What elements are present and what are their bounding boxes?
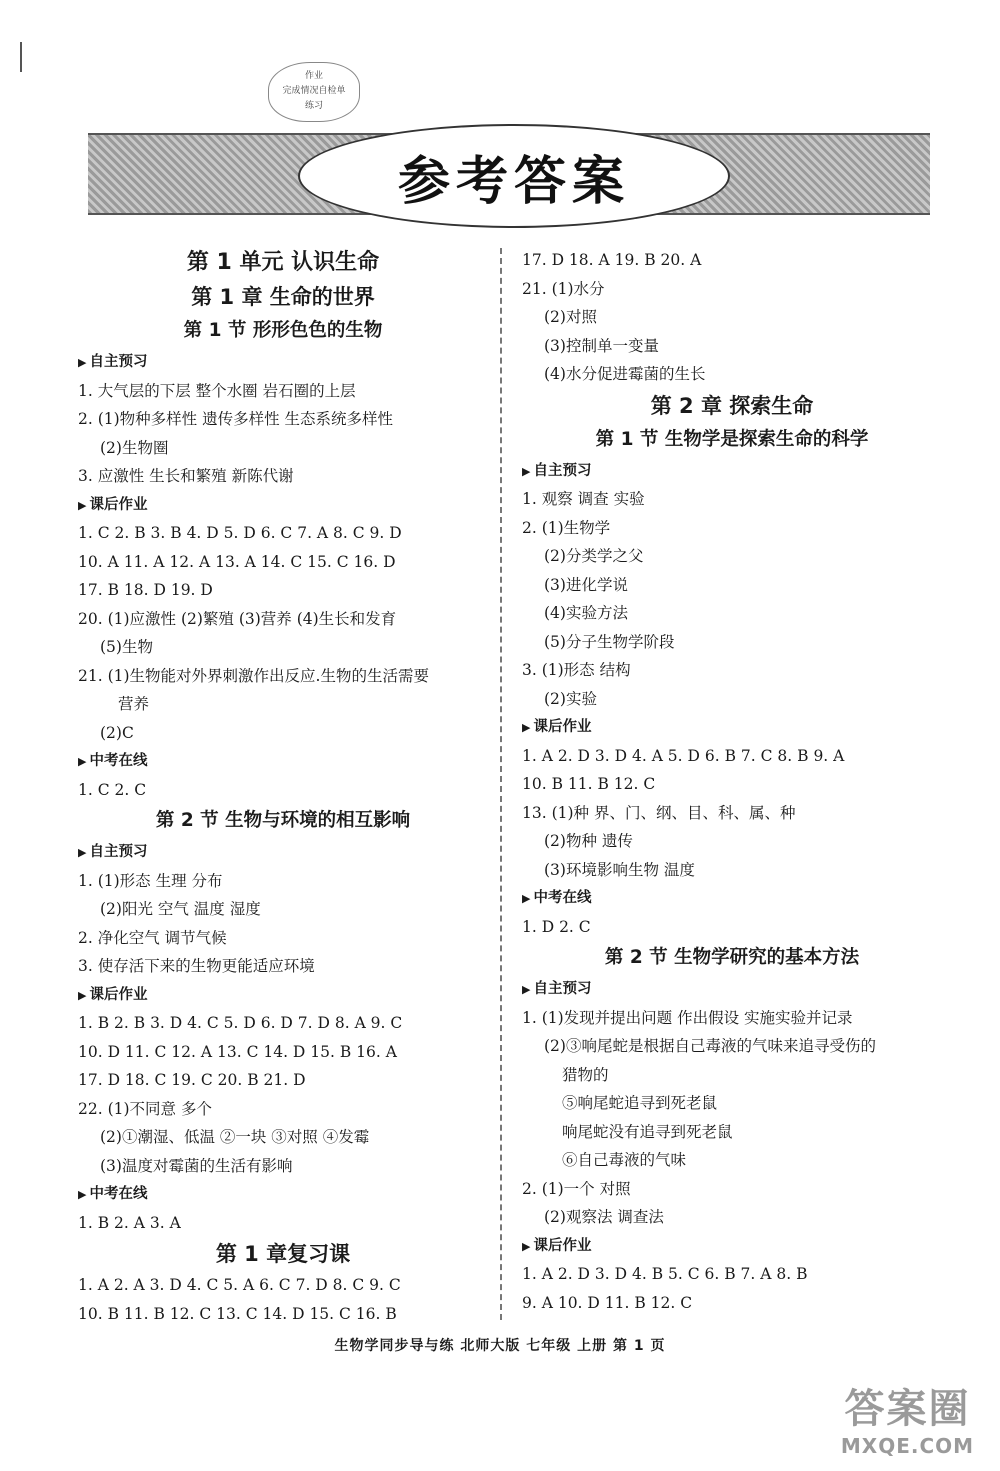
subsection-label: 自主预习 <box>89 844 148 860</box>
triangle-icon: ▶ <box>522 464 531 478</box>
chapter-heading: 第 1 章复习课 <box>215 1242 351 1266</box>
subsection-heading <box>78 981 488 1010</box>
triangle-icon: ▶ <box>522 721 531 734</box>
subsection-label: 课后作业 <box>89 986 148 1003</box>
triangle-icon: ▶ <box>78 846 87 859</box>
subsection-label: 中考在线 <box>89 1186 148 1202</box>
answer-line: (5)分子生物学阶段 <box>544 632 675 651</box>
answer-line: (3)温度对霉菌的生活有影响 <box>100 1156 293 1175</box>
answer-line: 10. B 11. B 12. C 13. C 14. D 15. C 16. B <box>78 1304 397 1323</box>
answer-line: 10. A 11. A 12. A 13. A 14. C 15. C 16. D <box>78 552 396 571</box>
watermark-logo <box>820 1385 995 1465</box>
answer-line: (5)生物 <box>100 638 153 656</box>
answer-line: 17. B 18. D 19. D <box>78 581 213 599</box>
answer-line: 21. (1)生物能对外界刺激作出反应.生物的生活需要 <box>78 666 429 685</box>
section-heading: 第 1 节 形形色色的生物 <box>183 320 383 341</box>
subsection-label: 自主预习 <box>89 354 148 370</box>
right-column <box>522 246 942 1317</box>
answer-line: (2)③响尾蛇是根据自己毒液的气味来追寻受伤的 <box>544 1037 876 1055</box>
chapter-heading: 第 2 章 探索生命 <box>650 393 814 418</box>
subsection-heading <box>78 348 488 377</box>
answer-line: 1. (1)形态 生理 分布 <box>78 871 223 890</box>
subsection-label: 课后作业 <box>533 719 592 735</box>
column-divider <box>500 248 502 1320</box>
subsection-heading <box>522 713 942 742</box>
answer-line: 9. A 10. D 11. B 12. C <box>522 1293 693 1312</box>
section-heading: 第 2 节 生物学研究的基本方法 <box>604 947 860 968</box>
subsection-label: 中考在线 <box>89 753 148 769</box>
subsection-label: 中考在线 <box>533 890 592 906</box>
subsection-heading <box>78 747 488 776</box>
stamp-seal <box>268 62 360 122</box>
answer-line: (2)对照 <box>544 308 597 326</box>
triangle-icon: ▶ <box>78 755 87 768</box>
answer-line: (2)观察法 调查法 <box>544 1208 664 1226</box>
answer-line: 22. (1)不同意 多个 <box>78 1099 212 1118</box>
subsection-label: 自主预习 <box>533 462 592 479</box>
subsection-heading <box>522 1232 942 1261</box>
answer-line: (2)物种 遗传 <box>544 832 633 850</box>
subsection-heading <box>78 838 488 867</box>
page-footer: 生物学同步导与练 北师大版 七年级 上册 第 1 页 <box>334 1338 666 1354</box>
subsection-heading <box>522 457 942 486</box>
answer-line: 17. D 18. A 19. B 20. A <box>522 251 702 269</box>
page-title: 参考答案 <box>298 124 730 228</box>
answer-line: 10. D 11. C 12. A 13. C 14. D 15. B 16. A <box>78 1042 397 1061</box>
answer-line: (4)实验方法 <box>544 604 628 622</box>
answer-line: (4)水分促进霉菌的生长 <box>544 365 706 383</box>
answer-line: ⑥自己毒液的气味 <box>562 1151 687 1169</box>
answer-line: 21. (1)水分 <box>522 279 605 298</box>
answer-line: 3. (1)形态 结构 <box>522 661 631 679</box>
section-heading: 第 1 节 生物学是探索生命的科学 <box>595 428 869 450</box>
unit-heading: 第 1 单元 认识生命 <box>186 250 380 275</box>
answer-line: (2)分类学之父 <box>544 547 644 565</box>
answer-line: (2)阳光 空气 温度 湿度 <box>100 900 261 918</box>
answer-line: 3. 使存活下来的生物更能适应环境 <box>78 957 315 975</box>
chapter-heading: 第 1 章 生命的世界 <box>191 285 375 309</box>
answer-line: 3. 应激性 生长和繁殖 新陈代谢 <box>78 467 294 485</box>
triangle-icon: ▶ <box>78 988 87 1002</box>
answer-line: 2. (1)物种多样性 遗传多样性 生态系统多样性 <box>78 410 394 428</box>
watermark-text: 答案圈 <box>844 1386 971 1432</box>
subsection-heading <box>522 975 942 1004</box>
answer-line: 1. A 2. D 3. D 4. A 5. D 6. B 7. C 8. B 9. A <box>522 746 845 765</box>
answer-line: 1. A 2. D 3. D 4. B 5. C 6. B 7. A 8. B <box>522 1265 808 1283</box>
answer-line: 1. (1)发现并提出问题 作出假设 实施实验并记录 <box>522 1008 853 1027</box>
triangle-icon: ▶ <box>78 498 87 512</box>
answer-line: (2)①潮湿、低温 ②一块 ③对照 ④发霉 <box>100 1128 370 1146</box>
answer-line: (3)环境影响生物 温度 <box>544 860 695 879</box>
answer-line: 营养 <box>118 695 150 713</box>
subsection-label: 课后作业 <box>89 496 148 513</box>
subsection-heading <box>522 884 942 913</box>
stamp-line: 练习 <box>304 101 323 111</box>
triangle-icon: ▶ <box>522 983 531 996</box>
answer-line: 17. D 18. C 19. C 20. B 21. D <box>78 1071 306 1089</box>
answer-line: 1. B 2. B 3. D 4. C 5. D 6. D 7. D 8. A 9. C <box>78 1014 403 1032</box>
answer-line: 1. 大气层的下层 整个水圈 岩石圈的上层 <box>78 381 356 400</box>
triangle-icon: ▶ <box>78 1188 87 1201</box>
answer-line: 20. (1)应激性 (2)繁殖 (3)营养 (4)生长和发育 <box>78 609 397 628</box>
answer-line: (3)控制单一变量 <box>544 336 659 355</box>
answer-line: 10. B 11. B 12. C <box>522 775 656 793</box>
margin-mark <box>20 42 22 72</box>
triangle-icon: ▶ <box>522 1239 531 1253</box>
answer-line: 1. A 2. A 3. D 4. C 5. A 6. C 7. D 8. C 9. C <box>78 1276 401 1294</box>
answer-line: (3)进化学说 <box>544 575 628 594</box>
triangle-icon: ▶ <box>522 892 531 905</box>
answer-line: ⑤响尾蛇追寻到死老鼠 <box>562 1094 718 1112</box>
answer-line: (2)实验 <box>544 689 597 708</box>
triangle-icon: ▶ <box>78 356 87 369</box>
stamp-line: 完成情况自检单 <box>282 86 346 96</box>
answer-line: 1. B 2. A 3. A <box>78 1213 181 1232</box>
subsection-heading <box>78 1180 488 1209</box>
answer-line: 响尾蛇没有追寻到死老鼠 <box>562 1122 733 1141</box>
section-heading: 第 2 节 生物与环境的相互影响 <box>155 810 411 831</box>
answer-line: (2)生物圈 <box>100 438 169 457</box>
answer-line: 1. C 2. C <box>78 780 147 799</box>
watermark-url: MXQE.COM <box>840 1434 975 1458</box>
subsection-label: 课后作业 <box>533 1237 592 1254</box>
subsection-heading <box>78 491 488 520</box>
answer-line: 2. (1)生物学 <box>522 518 611 537</box>
answer-line: 13. (1)种 界、门、纲、目、科、属、种 <box>522 803 796 822</box>
stamp-line: 作业 <box>304 71 323 81</box>
answer-line: (2)C <box>100 723 134 742</box>
answer-line: 1. C 2. B 3. B 4. D 5. D 6. C 7. A 8. C 9. D <box>78 524 402 542</box>
subsection-label: 自主预习 <box>533 981 592 997</box>
left-column <box>78 246 488 1328</box>
answer-line: 猎物的 <box>562 1065 609 1084</box>
answer-line: 2. (1)一个 对照 <box>522 1179 631 1198</box>
answer-line: 1. 观察 调查 实验 <box>522 490 645 508</box>
answer-line: 2. 净化空气 调节气候 <box>78 928 227 947</box>
answer-line: 1. D 2. C <box>522 917 591 936</box>
